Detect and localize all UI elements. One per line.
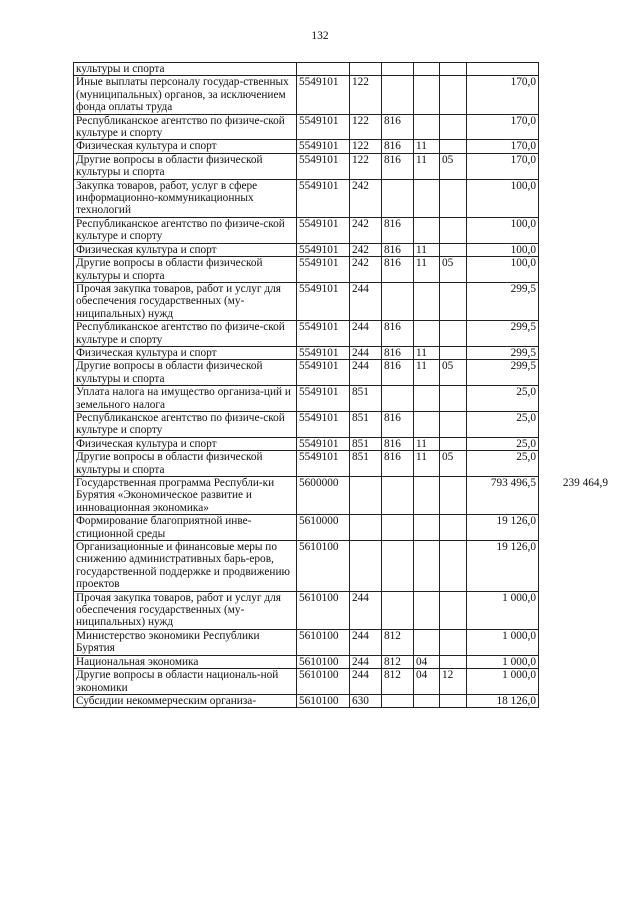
row-amount-cell: 170,0: [467, 114, 539, 140]
row-subsection-cell: [440, 179, 467, 217]
row-code-cell: 5549101: [297, 437, 350, 450]
row-code-cell: 5610100: [297, 629, 350, 655]
row-amount-cell: 100,0: [467, 257, 539, 283]
table-row: [74, 63, 611, 76]
row-name-cell: Физическая культура и спорт: [74, 140, 297, 153]
row-section-cell: 11: [414, 153, 440, 179]
row-expense-type-cell: 122: [350, 140, 382, 153]
row-ministry-cell: [382, 76, 414, 114]
row-code-cell: 5549101: [297, 360, 350, 386]
row-amount-extra-cell: [539, 655, 611, 668]
table-row: [74, 179, 611, 217]
row-section-cell: [414, 477, 440, 515]
row-amount-extra-cell: [539, 217, 611, 243]
row-section-cell: [414, 411, 440, 437]
row-code-cell: 5549101: [297, 243, 350, 256]
row-amount-cell: 299,5: [467, 360, 539, 386]
row-amount-cell: 1 000,0: [467, 669, 539, 695]
row-name-cell: Формирование благоприятной инве-стиционной среды: [74, 515, 297, 541]
row-section-cell: 11: [414, 257, 440, 283]
row-code-cell: 5610100: [297, 591, 350, 629]
row-expense-type-cell: 851: [350, 451, 382, 477]
row-amount-cell: 299,5: [467, 346, 539, 359]
row-name-cell: Прочая закупка товаров, работ и услуг для обеспечения государственных (му-ниципальных) нужд: [74, 282, 297, 320]
row-subsection-cell: [440, 114, 467, 140]
row-ministry-cell: [382, 179, 414, 217]
row-amount-cell: 100,0: [467, 217, 539, 243]
row-ministry-cell: [382, 515, 414, 541]
row-code-cell: 5549101: [297, 451, 350, 477]
row-subsection-cell: [440, 541, 467, 592]
row-amount-cell: 793 496,5: [467, 477, 539, 515]
table-row: [74, 411, 611, 437]
row-amount-cell: 25,0: [467, 451, 539, 477]
table-row: [74, 477, 611, 515]
table-row: [74, 321, 611, 347]
row-name-cell: Национальная экономика: [74, 655, 297, 668]
row-amount-extra-cell: [539, 694, 611, 707]
row-subsection-cell: [440, 321, 467, 347]
row-amount-extra-cell: [539, 243, 611, 256]
row-section-cell: 11: [414, 346, 440, 359]
row-code-cell: 5549101: [297, 282, 350, 320]
row-amount-extra-cell: [539, 346, 611, 359]
row-amount-extra-cell: [539, 437, 611, 450]
row-amount-cell: 25,0: [467, 386, 539, 412]
row-code-cell: 5549101: [297, 386, 350, 412]
row-ministry-cell: 812: [382, 655, 414, 668]
row-name-cell: Физическая культура и спорт: [74, 346, 297, 359]
row-subsection-cell: [440, 437, 467, 450]
row-amount-extra-cell: [539, 629, 611, 655]
row-code-cell: 5610100: [297, 669, 350, 695]
row-section-cell: [414, 179, 440, 217]
row-ministry-cell: [382, 541, 414, 592]
row-amount-cell: 170,0: [467, 140, 539, 153]
row-amount-extra-cell: 239 464,9: [562, 476, 608, 489]
row-ministry-cell: 812: [382, 669, 414, 695]
row-section-cell: [414, 386, 440, 412]
row-name-cell: Другие вопросы в области физической культуры и спорта: [74, 451, 297, 477]
row-name-cell: Уплата налога на имущество организа-ций и земельного налога: [74, 386, 297, 412]
row-amount-extra-cell: [539, 114, 611, 140]
row-ministry-cell: 816: [382, 346, 414, 359]
row-expense-type-cell: 122: [350, 76, 382, 114]
row-ministry-cell: [382, 282, 414, 320]
row-ministry-cell: 816: [382, 243, 414, 256]
table-row: [74, 541, 611, 592]
row-code-cell: 5549101: [297, 140, 350, 153]
row-ministry-cell: 816: [382, 257, 414, 283]
row-name-cell: Физическая культура и спорт: [74, 437, 297, 450]
row-expense-type-cell: 244: [350, 346, 382, 359]
row-name-cell: Другие вопросы в области физической культуры и спорта: [74, 257, 297, 283]
row-section-cell: [414, 114, 440, 140]
row-subsection-cell: 05: [440, 153, 467, 179]
row-subsection-cell: [440, 76, 467, 114]
row-expense-type-cell: 242: [350, 217, 382, 243]
row-amount-cell: 25,0: [467, 411, 539, 437]
row-amount-cell: 100,0: [467, 243, 539, 256]
row-code-cell: 5549101: [297, 76, 350, 114]
table-row: [74, 76, 611, 114]
row-amount-extra-cell: [539, 63, 611, 76]
row-section-cell: [414, 321, 440, 347]
row-ministry-cell: 816: [382, 360, 414, 386]
budget-table-body: [74, 63, 611, 708]
row-amount-cell: 170,0: [467, 76, 539, 114]
row-name-cell: Другие вопросы в области физической культуры и спорта: [74, 360, 297, 386]
row-amount-cell: 299,5: [467, 321, 539, 347]
row-section-cell: 11: [414, 437, 440, 450]
row-ministry-cell: [382, 591, 414, 629]
row-section-cell: [414, 217, 440, 243]
row-amount-cell: [467, 63, 539, 76]
row-expense-type-cell: 244: [350, 591, 382, 629]
row-amount-cell: 1 000,0: [467, 629, 539, 655]
table-row: [74, 694, 611, 707]
row-expense-type-cell: 851: [350, 437, 382, 450]
row-subsection-cell: [440, 591, 467, 629]
row-name-cell: Организационные и финансовые меры по снижению административных барь-еров, государственной поддержке и продвижению проектов: [74, 541, 297, 592]
row-section-cell: [414, 541, 440, 592]
row-amount-extra-cell: [539, 360, 611, 386]
table-row: [74, 114, 611, 140]
row-section-cell: 11: [414, 451, 440, 477]
row-section-cell: [414, 591, 440, 629]
row-expense-type-cell: 244: [350, 360, 382, 386]
row-amount-extra-cell: [539, 257, 611, 283]
row-subsection-cell: [440, 282, 467, 320]
row-expense-type-cell: 242: [350, 243, 382, 256]
table-row: [74, 282, 611, 320]
row-subsection-cell: [440, 477, 467, 515]
row-name-cell: Прочая закупка товаров, работ и услуг для обеспечения государственных (му-ниципальных) нужд: [74, 591, 297, 629]
row-name-cell: Республиканское агентство по физиче-ской культуре и спорту: [74, 217, 297, 243]
row-amount-extra-cell: [539, 591, 611, 629]
row-code-cell: 5610100: [297, 694, 350, 707]
row-name-cell: Закупка товаров, работ, услуг в сфере информационно-коммуникационных технологий: [74, 179, 297, 217]
row-section-cell: 11: [414, 140, 440, 153]
row-code-cell: 5549101: [297, 411, 350, 437]
row-code-cell: 5549101: [297, 153, 350, 179]
row-subsection-cell: 05: [440, 451, 467, 477]
table-row: [74, 257, 611, 283]
row-expense-type-cell: [350, 477, 382, 515]
table-row: [74, 243, 611, 256]
row-expense-type-cell: [350, 541, 382, 592]
row-subsection-cell: [440, 346, 467, 359]
table-row: [74, 629, 611, 655]
row-ministry-cell: 816: [382, 140, 414, 153]
row-amount-extra-cell: [539, 76, 611, 114]
row-section-cell: 11: [414, 243, 440, 256]
row-amount-extra-cell: [539, 515, 611, 541]
row-name-cell: Субсидии некоммерческим организа-: [74, 694, 297, 707]
row-code-cell: 5549101: [297, 179, 350, 217]
row-ministry-cell: [382, 694, 414, 707]
row-expense-type-cell: 122: [350, 153, 382, 179]
row-subsection-cell: 05: [440, 257, 467, 283]
row-ministry-cell: 812: [382, 629, 414, 655]
row-code-cell: [297, 63, 350, 76]
row-name-cell: Республиканское агентство по физиче-ской культуре и спорту: [74, 114, 297, 140]
row-code-cell: 5610100: [297, 541, 350, 592]
row-amount-cell: 299,5: [467, 282, 539, 320]
row-amount-extra-cell: [539, 669, 611, 695]
row-ministry-cell: [382, 63, 414, 76]
row-code-cell: 5549101: [297, 217, 350, 243]
row-expense-type-cell: [350, 515, 382, 541]
table-row: [74, 591, 611, 629]
row-ministry-cell: 816: [382, 153, 414, 179]
row-name-cell: Государственная программа Республи-ки Бурятия «Экономическое развитие и инновационная экономика»: [74, 477, 297, 515]
row-amount-cell: 25,0: [467, 437, 539, 450]
row-ministry-cell: 816: [382, 451, 414, 477]
row-amount-extra-cell: [539, 541, 611, 592]
row-code-cell: 5610000: [297, 515, 350, 541]
row-amount-extra-cell: [539, 386, 611, 412]
row-ministry-cell: [382, 386, 414, 412]
row-name-cell: Министерство экономики Республики Бурятия: [74, 629, 297, 655]
row-name-cell: Республиканское агентство по физиче-ской культуре и спорту: [74, 321, 297, 347]
row-section-cell: [414, 694, 440, 707]
row-subsection-cell: [440, 217, 467, 243]
row-expense-type-cell: 244: [350, 655, 382, 668]
row-subsection-cell: [440, 243, 467, 256]
row-code-cell: 5549101: [297, 346, 350, 359]
row-amount-extra-cell: [539, 140, 611, 153]
row-section-cell: 04: [414, 669, 440, 695]
row-amount-cell: 100,0: [467, 179, 539, 217]
row-expense-type-cell: 244: [350, 629, 382, 655]
row-subsection-cell: [440, 629, 467, 655]
table-row: [74, 386, 611, 412]
row-amount-extra-cell: [539, 282, 611, 320]
row-subsection-cell: [440, 386, 467, 412]
row-subsection-cell: 12: [440, 669, 467, 695]
row-amount-cell: 1 000,0: [467, 655, 539, 668]
row-amount-cell: 19 126,0: [467, 515, 539, 541]
row-amount-cell: 18 126,0: [467, 694, 539, 707]
row-code-cell: 5549101: [297, 257, 350, 283]
row-subsection-cell: [440, 694, 467, 707]
row-name-cell: Физическая культура и спорт: [74, 243, 297, 256]
table-row: [74, 153, 611, 179]
row-expense-type-cell: 242: [350, 257, 382, 283]
row-section-cell: 04: [414, 655, 440, 668]
table-row: [74, 437, 611, 450]
row-expense-type-cell: 851: [350, 386, 382, 412]
budget-table: [73, 62, 611, 708]
row-subsection-cell: [440, 411, 467, 437]
row-section-cell: [414, 63, 440, 76]
row-amount-extra-cell: [539, 451, 611, 477]
row-expense-type-cell: 630: [350, 694, 382, 707]
table-row: [74, 515, 611, 541]
row-section-cell: [414, 515, 440, 541]
row-subsection-cell: [440, 655, 467, 668]
row-expense-type-cell: 122: [350, 114, 382, 140]
row-section-cell: [414, 629, 440, 655]
table-row: [74, 655, 611, 668]
table-row: [74, 451, 611, 477]
row-amount-extra-cell: [539, 179, 611, 217]
row-name-cell: культуры и спорта: [74, 63, 297, 76]
row-name-cell: Другие вопросы в области националь-ной экономики: [74, 669, 297, 695]
page-number: 132: [311, 30, 329, 42]
row-expense-type-cell: [350, 63, 382, 76]
row-amount-cell: 1 000,0: [467, 591, 539, 629]
row-section-cell: [414, 282, 440, 320]
row-expense-type-cell: 244: [350, 282, 382, 320]
row-code-cell: 5549101: [297, 321, 350, 347]
row-expense-type-cell: 244: [350, 669, 382, 695]
row-ministry-cell: 816: [382, 321, 414, 347]
row-ministry-cell: 816: [382, 437, 414, 450]
table-row: [74, 217, 611, 243]
row-amount-extra-cell: [539, 153, 611, 179]
row-subsection-cell: 05: [440, 360, 467, 386]
row-subsection-cell: [440, 63, 467, 76]
row-name-cell: Иные выплаты персоналу государ-ственных (муниципальных) органов, за исключением фонда оплаты труда: [74, 76, 297, 114]
row-expense-type-cell: 851: [350, 411, 382, 437]
row-code-cell: 5610100: [297, 655, 350, 668]
row-name-cell: Республиканское агентство по физиче-ской культуре и спорту: [74, 411, 297, 437]
row-subsection-cell: [440, 140, 467, 153]
row-ministry-cell: [382, 477, 414, 515]
row-section-cell: [414, 76, 440, 114]
row-amount-cell: 170,0: [467, 153, 539, 179]
row-amount-extra-cell: [539, 411, 611, 437]
row-code-cell: 5600000: [297, 477, 350, 515]
row-name-cell: Другие вопросы в области физической культуры и спорта: [74, 153, 297, 179]
row-subsection-cell: [440, 515, 467, 541]
row-expense-type-cell: 244: [350, 321, 382, 347]
row-section-cell: 11: [414, 360, 440, 386]
row-expense-type-cell: 242: [350, 179, 382, 217]
table-row: [74, 140, 611, 153]
row-code-cell: 5549101: [297, 114, 350, 140]
row-amount-cell: 19 126,0: [467, 541, 539, 592]
table-row: [74, 669, 611, 695]
row-ministry-cell: 816: [382, 217, 414, 243]
row-amount-extra-cell: [539, 321, 611, 347]
row-ministry-cell: 816: [382, 411, 414, 437]
row-ministry-cell: 816: [382, 114, 414, 140]
table-row: [74, 346, 611, 359]
table-row: [74, 360, 611, 386]
